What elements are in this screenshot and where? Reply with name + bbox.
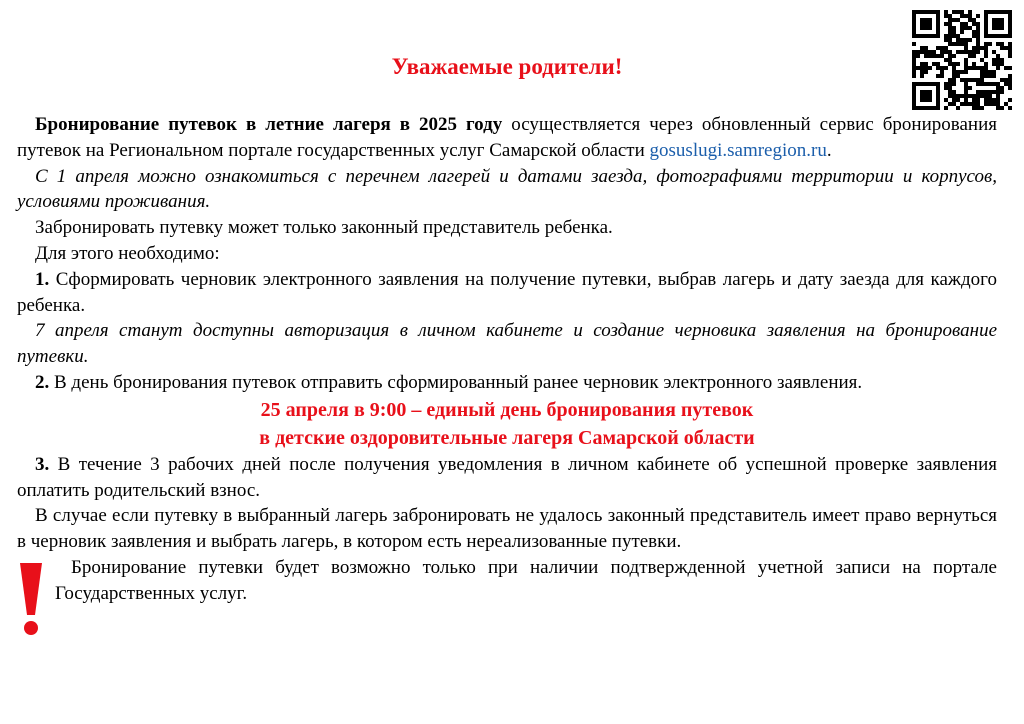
- fallback-paragraph: В случае если путевку в выбранный лагерь забронировать не удалось законный представитель имеет право вернуться в черновик заявления и выбрать лагерь, в котором есть нереализованные путевки.: [17, 505, 997, 553]
- step-3-number: 3.: [35, 453, 50, 475]
- portal-link[interactable]: gosuslugi.samregion.ru: [649, 139, 827, 161]
- page-title: Уважаемые родители!: [391, 54, 623, 79]
- step-1: [17, 267, 997, 319]
- step-2: [17, 370, 997, 396]
- step-2-text: В день бронирования путевок отправить сформированный ранее черновик электронного заявления.: [49, 371, 863, 393]
- step-1-number: 1.: [35, 268, 50, 290]
- warning-text: Бронирование путевки будет возможно только при наличии подтвержденной учетной записи на портале Государственных услуг.: [55, 556, 997, 604]
- exclamation-icon: [17, 561, 45, 637]
- note-april-1: С 1 апреля можно ознакомиться с перечнем лагерей и датами заезда, фотографиями территории и корпусов, условиями проживания.: [17, 165, 997, 213]
- only-representative: Забронировать путевку может только законный представитель ребенка.: [35, 217, 613, 239]
- step-3: [17, 452, 997, 504]
- highlight-line-1: 25 апреля в 9:00 – единый день бронирования путевок: [260, 398, 754, 421]
- step-2-number: 2.: [35, 371, 50, 393]
- step-3-text: В течение 3 рабочих дней после получения уведомления в личном кабинете об успешной проверке заявления оплатить родительский взнос.: [17, 453, 997, 501]
- intro-bold: Бронирование путевок в летние лагеря в 2025 году: [35, 114, 503, 135]
- highlight-line-2: в детские оздоровительные лагеря Самарской области: [259, 426, 755, 449]
- note-april-7: 7 апреля станут доступны авторизация в личном кабинете и создание черновика заявления на бронирование путевки.: [17, 320, 997, 368]
- warning-block: [17, 555, 997, 607]
- requirements-heading: Для этого необходимо:: [35, 242, 220, 264]
- intro-end: .: [826, 139, 832, 161]
- document-body: [17, 112, 997, 607]
- intro-paragraph: [17, 112, 997, 164]
- step-1-text: Сформировать черновик электронного заявления на получение путевки, выбрав лагерь и дату заезда для каждого ребенка.: [17, 268, 997, 316]
- intro-text: осуществляется через обновленный сервис бронирования путевок на Региональном портале государственных услуг Самарской области: [17, 114, 997, 161]
